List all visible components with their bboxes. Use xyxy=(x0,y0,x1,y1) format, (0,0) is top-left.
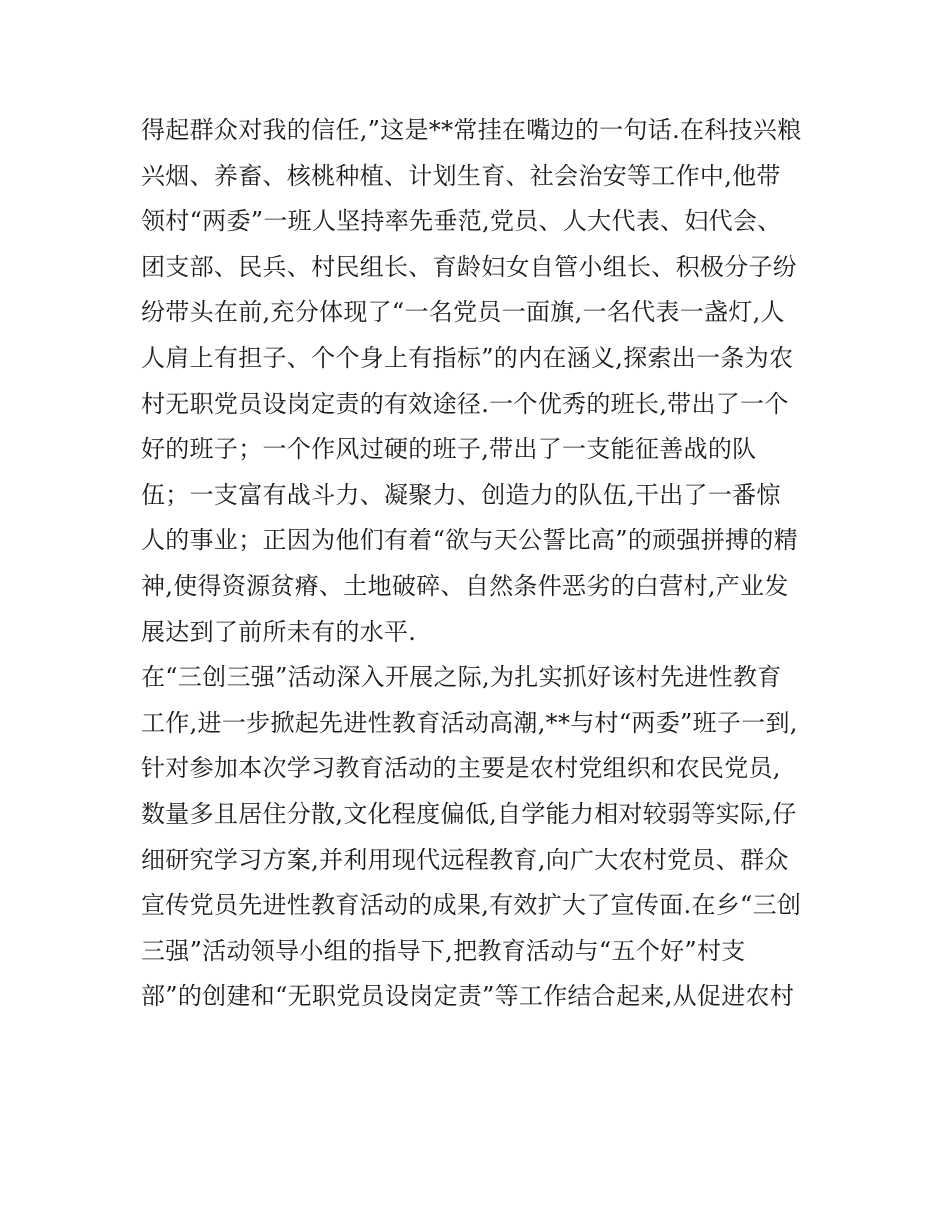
text-line: 人的事业；正因为他们有着“欲与天公誓比高”的顽强拼搏的精 xyxy=(141,526,798,555)
text-line: 人肩上有担子、个个身上有指标”的内在涵义,探索出一条为农 xyxy=(141,343,794,372)
text-line: 纷带头在前,充分体现了“一名党员一面旗,一名代表一盏灯,人 xyxy=(141,298,785,327)
text-line: 兴烟、养畜、核桃种植、计划生育、社会治安等工作中,他带 xyxy=(141,161,781,190)
text-line: 三强”活动领导小组的指导下,把教育活动与“五个好”村支 xyxy=(141,936,746,965)
text-line: 针对参加本次学习教育活动的主要是农村党组织和农民党员, xyxy=(141,754,781,783)
text-line: 数量多且居住分散,文化程度偏低,自学能力相对较弱等实际,仔 xyxy=(141,799,797,828)
text-line: 宣传党员先进性教育活动的成果,有效扩大了宣传面.在乡“三创 xyxy=(141,891,802,920)
text-line: 得起群众对我的信任,”这是**常挂在嘴边的一句话.在科技兴粮 xyxy=(141,116,802,144)
body-text xyxy=(141,108,821,1020)
text-line: 伍；一支富有战斗力、凝聚力、创造力的队伍,干出了一番惊 xyxy=(141,480,781,509)
text-line: 领村“两委”一班人坚持率先垂范,党员、人大代表、妇代会、 xyxy=(141,207,782,236)
text-line: 神,使得资源贫瘠、土地破碎、自然条件恶劣的白营村,产业发 xyxy=(141,571,789,600)
text-line: 工作,进一步掀起先进性教育活动高潮,**与村“两委”班子一到, xyxy=(141,708,798,737)
text-line: 细研究学习方案,并利用现代远程教育,向广大农村党员、群众 xyxy=(141,845,789,874)
text-line: 好的班子；一个作风过硬的班子,带出了一支能征善战的队 xyxy=(141,435,757,464)
text-line: 展达到了前所未有的水平. xyxy=(141,617,417,646)
text-line: 村无职党员设岗定责的有效途径.一个优秀的班长,带出了一个 xyxy=(141,389,789,418)
text-line: 团支部、民兵、村民组长、育龄妇女自管小组长、积极分子纷 xyxy=(141,252,798,281)
text-line: 在“三创三强”活动深入开展之际,为扎实抓好该村先进性教育 xyxy=(141,663,782,692)
text-line: 部”的创建和“无职党员设岗定责”等工作结合起来,从促进农村 xyxy=(141,982,795,1011)
